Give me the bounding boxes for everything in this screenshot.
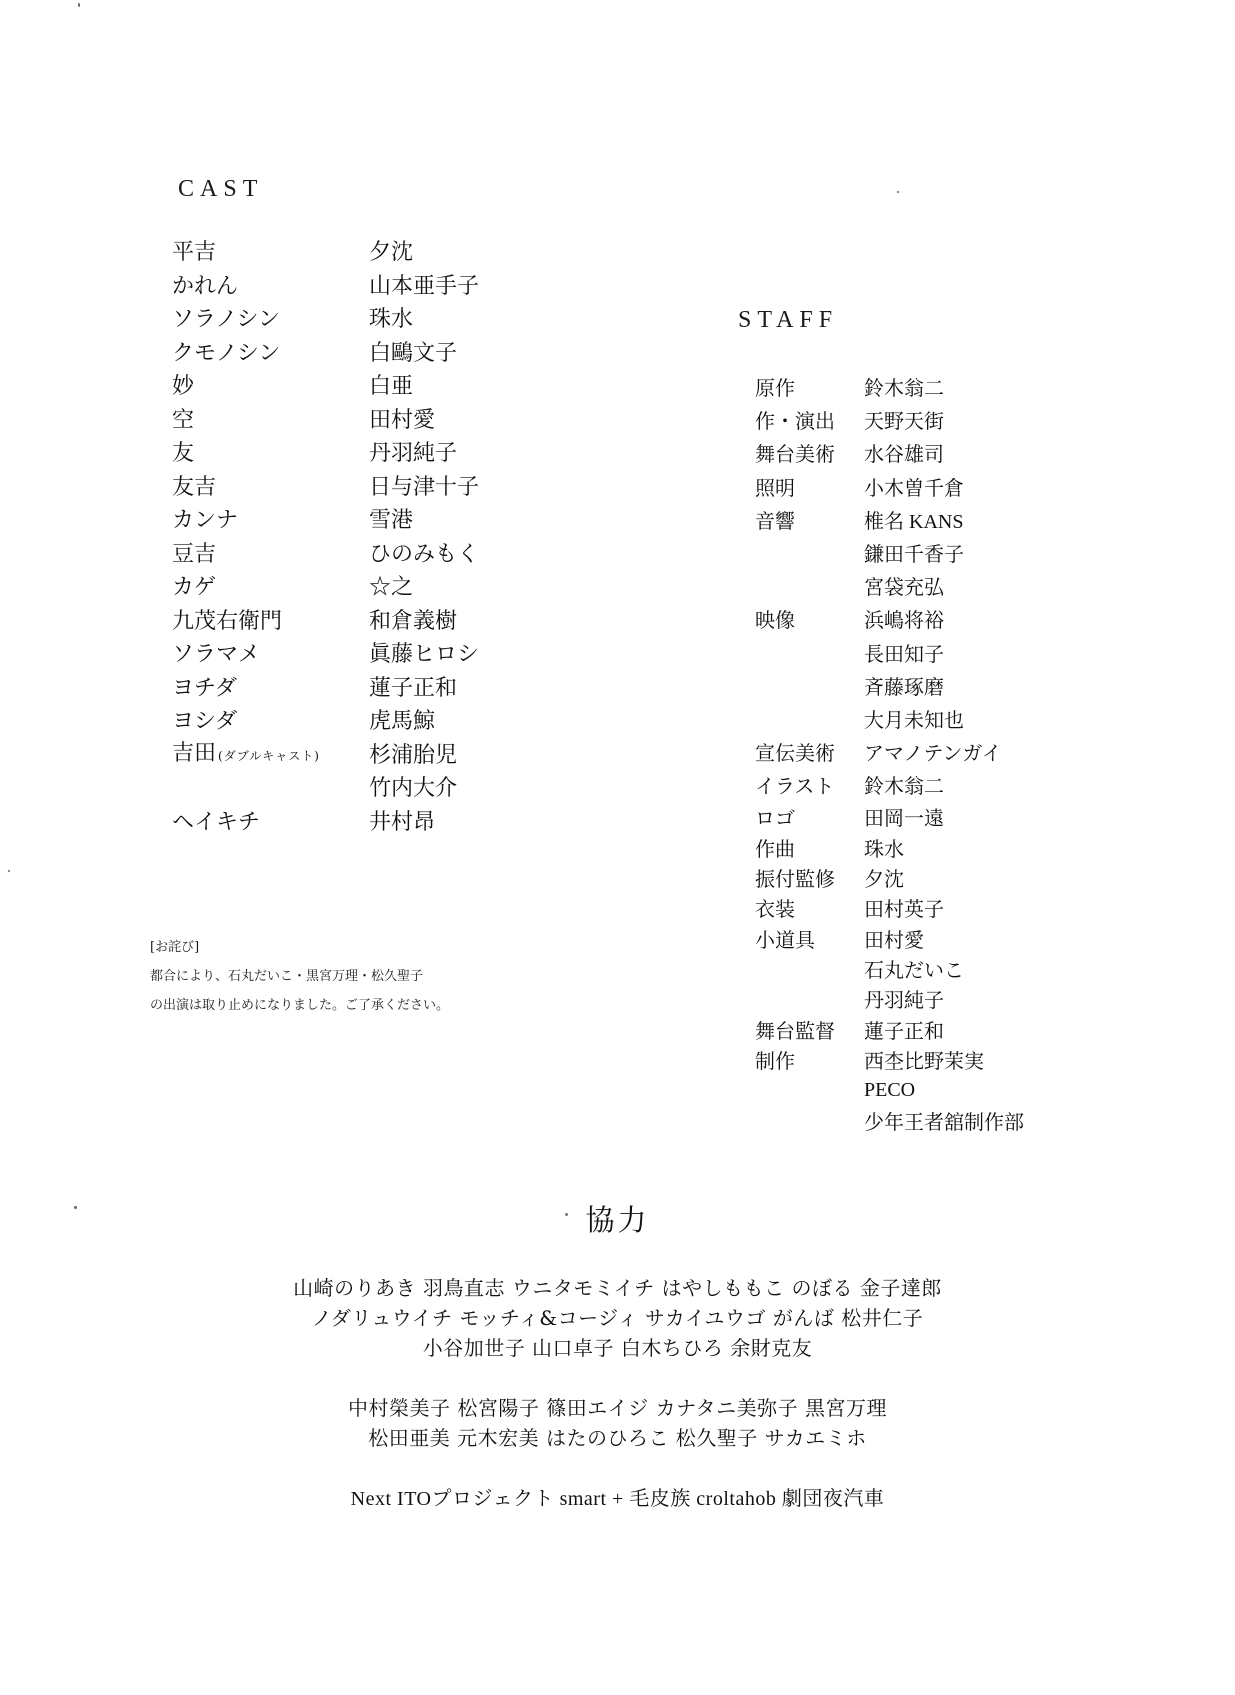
apology-line: の出演は取り止めになりました。ご了承ください。 [150, 998, 450, 1013]
cast-role: 空 [172, 407, 195, 433]
staff-name: 石丸だいこ [864, 958, 964, 983]
staff-name: アマノテンガイ [864, 741, 1002, 766]
staff-job: ロゴ [755, 806, 795, 831]
staff-name: 西杢比野茉実 [864, 1049, 984, 1074]
cast-row [172, 806, 592, 840]
staff-name: 宮袋充弘 [864, 575, 944, 600]
cast-actor: 雪港 [369, 508, 414, 534]
cast-role: 友吉 [172, 474, 217, 500]
scan-speck [897, 191, 899, 193]
cast-row [172, 404, 592, 438]
staff-name: 鎌田千香子 [864, 542, 964, 567]
cast-actor: 和倉義樹 [369, 608, 458, 634]
staff-name: PECO [864, 1078, 916, 1101]
staff-row [755, 436, 1095, 469]
kyoryoku-heading: 協力 [585, 1203, 650, 1237]
staff-row [755, 893, 1095, 923]
cast-role: 平吉 [172, 240, 217, 266]
staff-row [755, 1075, 1095, 1105]
cast-role: ヘイキチ [172, 809, 261, 835]
cast-role: カゲ [172, 575, 217, 601]
cast-row [172, 504, 592, 538]
staff-job: 宣伝美術 [755, 741, 835, 766]
cast-role: ヨシダ [172, 709, 238, 735]
staff-job: イラスト [755, 774, 835, 799]
cast-row [172, 571, 592, 605]
staff-row [755, 702, 1095, 735]
staff-row [755, 984, 1095, 1014]
staff-name: 天野天街 [864, 409, 944, 434]
cast-list [172, 236, 592, 839]
staff-row [755, 1105, 1095, 1135]
staff-job: 原作 [755, 376, 795, 401]
scan-speck [8, 870, 10, 872]
cast-role: 吉田 (ダブルキャスト) [172, 741, 320, 767]
kyoryoku-line: 松田亜美 元木宏美 はたのひろこ 松久聖子 サカエミホ [368, 1426, 867, 1450]
cast-row [172, 705, 592, 739]
cast-role: 豆吉 [172, 541, 217, 567]
staff-row [755, 636, 1095, 669]
staff-job: 振付監修 [755, 866, 835, 891]
cast-row [172, 303, 592, 337]
staff-row [755, 569, 1095, 602]
cast-row [172, 370, 592, 404]
staff-row [755, 669, 1095, 702]
cast-role: かれん [172, 273, 239, 299]
cast-role: カンナ [172, 508, 239, 534]
cast-role: 友 [172, 441, 195, 467]
staff-job: 音響 [755, 508, 795, 533]
staff-name: 蓮子正和 [864, 1018, 944, 1043]
staff-job: 舞台美術 [755, 442, 835, 467]
cast-role: ソラマメ [172, 642, 261, 668]
staff-name: 田村愛 [864, 927, 924, 952]
staff-row [755, 1014, 1095, 1044]
staff-name: 丹羽純子 [864, 988, 944, 1013]
cast-heading: CAST [178, 176, 264, 202]
staff-job: 映像 [755, 608, 795, 633]
cast-role: 九茂右衛門 [172, 608, 283, 634]
kyoryoku-line: 山崎のりあき 羽鳥直志 ウニタモミイチ はやしももこ のぼる 金子達郎 [293, 1276, 942, 1300]
staff-name: 浜嶋将裕 [864, 608, 944, 633]
cast-role: クモノシン [172, 340, 281, 366]
staff-name: 鈴木翁二 [864, 774, 944, 799]
staff-row [755, 735, 1095, 768]
cast-actor: 白亜 [369, 374, 414, 400]
staff-row [755, 536, 1095, 569]
cast-role: ヨチダ [172, 675, 237, 701]
kyoryoku-line: 小谷加世子 山口卓子 白木ちひろ 余財克友 [422, 1336, 813, 1360]
cast-actor: 珠水 [369, 307, 414, 333]
staff-row [755, 832, 1095, 862]
cast-actor: ☆之 [369, 575, 414, 601]
staff-row [755, 923, 1095, 953]
double-cast-note: (ダブルキャスト) [218, 749, 320, 764]
staff-row [755, 503, 1095, 536]
scan-speck [78, 3, 80, 7]
staff-job: 舞台監督 [755, 1018, 835, 1043]
cast-actor: 竹内大介 [369, 776, 458, 802]
staff-row [755, 768, 1095, 801]
cast-row [172, 538, 592, 572]
cast-role: ソラノシン [172, 307, 280, 333]
staff-row [755, 953, 1095, 983]
staff-name: 鈴木翁二 [864, 376, 944, 401]
staff-job: 作・演出 [755, 409, 835, 434]
staff-name: 田村英子 [864, 897, 944, 922]
cast-actor: 夕沈 [369, 240, 414, 266]
kyoryoku-line: ノダリュウイチ モッチィ&コージィ サカイユウゴ がんば 松井仁子 [311, 1306, 924, 1330]
staff-row [755, 862, 1095, 892]
cast-row [172, 739, 592, 773]
cast-actor: 丹羽純子 [369, 441, 458, 467]
staff-row [755, 801, 1095, 831]
cast-row [172, 672, 592, 706]
kyoryoku-line: Next ITOプロジェクト smart + 毛皮族 croltahob 劇団夜汽車 [350, 1488, 885, 1510]
cast-actor: 蓮子正和 [369, 675, 458, 701]
cast-row [172, 471, 592, 505]
staff-job: 衣装 [755, 897, 795, 922]
apology-line: 都合により、石丸だいこ・黒宮万理・松久聖子 [150, 969, 424, 984]
staff-row [755, 370, 1095, 403]
cast-actor: 眞藤ヒロシ [369, 642, 480, 668]
staff-name: 小木曽千倉 [864, 475, 964, 500]
cast-actor: 日与津十子 [369, 474, 480, 500]
scan-speck [74, 1206, 77, 1209]
cast-actor: ひのみもく [369, 541, 480, 567]
cast-row [172, 605, 592, 639]
cast-row [172, 437, 592, 471]
cast-row [172, 638, 592, 672]
staff-job: 作曲 [755, 836, 795, 861]
staff-name: 斉藤琢磨 [864, 674, 944, 699]
staff-name: 田岡一遠 [864, 806, 944, 831]
staff-job: 制作 [755, 1049, 795, 1074]
staff-name: 長田知子 [864, 641, 944, 666]
cast-actor: 白鷗文子 [369, 340, 458, 366]
cast-row [172, 772, 592, 806]
cast-actor: 虎馬鯨 [369, 709, 436, 735]
staff-row [755, 1045, 1095, 1075]
cast-role: 妙 [172, 374, 195, 400]
apology-notice [150, 933, 449, 1020]
staff-heading: STAFF [738, 307, 839, 333]
cast-row [172, 270, 592, 304]
cast-actor: 山本亜手子 [369, 273, 480, 299]
cast-actor: 杉浦胎児 [369, 742, 458, 768]
staff-row [755, 470, 1095, 503]
staff-row [755, 403, 1095, 436]
staff-name: 夕沈 [864, 866, 904, 891]
cast-actor: 田村愛 [369, 407, 436, 433]
cast-row [172, 337, 592, 371]
kyoryoku-line: 中村榮美子 松宮陽子 篠田エイジ カナタニ美弥子 黒宮万理 [348, 1396, 887, 1420]
staff-job: 照明 [755, 475, 795, 500]
staff-job: 小道具 [755, 927, 815, 952]
staff-name: 少年王者舘制作部 [864, 1110, 1024, 1135]
staff-name: 珠水 [864, 836, 904, 861]
apology-heading: [お詫び] [150, 940, 200, 955]
staff-name: 椎名 KANS [864, 510, 964, 533]
cast-actor: 井村昂 [369, 809, 436, 835]
staff-name: 大月未知也 [864, 707, 964, 732]
staff-name: 水谷雄司 [864, 442, 944, 467]
staff-list [755, 370, 1095, 1136]
staff-row [755, 602, 1095, 635]
cast-row [172, 236, 592, 270]
